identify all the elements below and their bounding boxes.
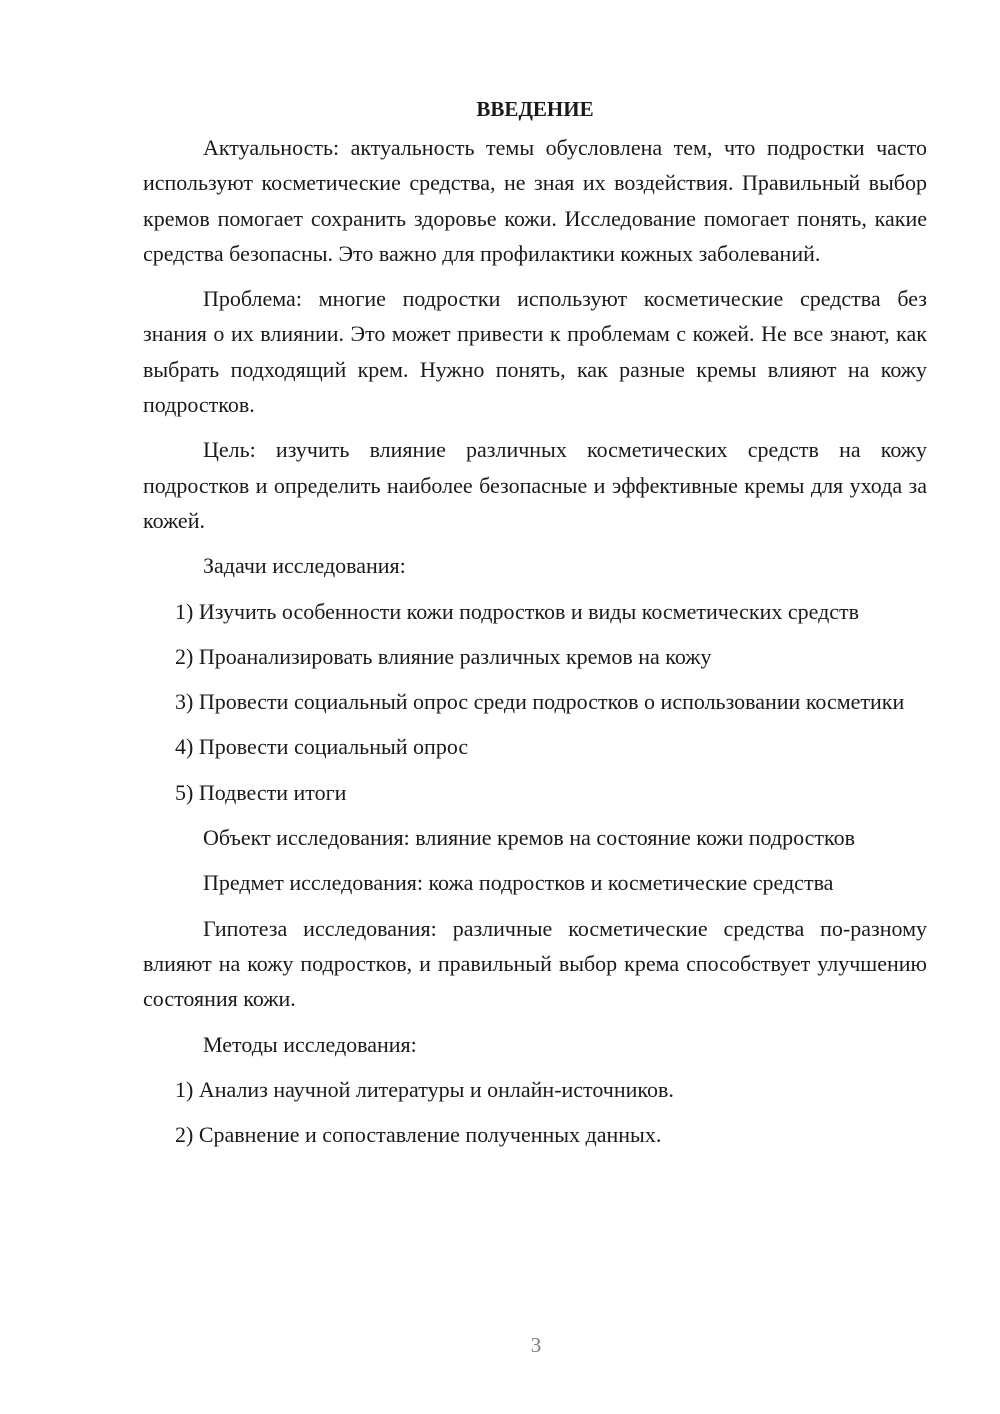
task-item: 5) Подвести итоги <box>175 779 347 805</box>
object-paragraph: Объект исследования: влияние кремов на состояние кожи подростков <box>203 825 855 851</box>
task-item: 4) Провести социальный опрос <box>175 734 469 760</box>
task-item: 3) Провести социальный опрос среди подростков о использовании косметики <box>175 689 905 715</box>
hypothesis-paragraph: Гипотеза исследования: различные косметические средства по-разному влияют на кожу подростков, и правильный выбор крема способствует улучшению состояния кожи. <box>143 915 927 1012</box>
methods-title: Методы исследования: <box>203 1031 417 1057</box>
tasks-title: Задачи исследования: <box>203 553 406 579</box>
task-item: 1) Изучить особенности кожи подростков и виды косметических средств <box>175 598 860 624</box>
task-item: 2) Проанализировать влияние различных кремов на кожу <box>175 643 712 669</box>
subject-paragraph: Предмет исследования: кожа подростков и косметические средства <box>203 870 834 896</box>
problem-paragraph: Проблема: многие подростки используют косметические средства без знания о их влиянии. Это может привести к проблемам с кожей. Не все знают, как выбрать подходящий крем. Нужно понять, как разные кремы влияют на кожу подростков. <box>143 286 927 418</box>
method-item: 2) Сравнение и сопоставление полученных данных. <box>175 1122 662 1148</box>
section-heading: ВВЕДЕНИЕ <box>476 97 594 121</box>
document-page <box>143 92 927 1162</box>
page-number: 3 <box>530 1333 542 1357</box>
goal-paragraph: Цель: изучить влияние различных косметических средств на кожу подростков и определить наиболее безопасные и эффективные кремы для ухода за кожей. <box>143 437 927 533</box>
relevance-paragraph: Актуальность: актуальность темы обусловлена тем, что подростки часто используют косметические средства, не зная их воздействия. Правильный выбор кремов помогает сохранить здоровье кожи. Исследование помогает понять, какие средства безопасны. Это важно для профилактики кожных заболеваний. <box>143 135 927 266</box>
method-item: 1) Анализ научной литературы и онлайн-источников. <box>175 1076 674 1102</box>
